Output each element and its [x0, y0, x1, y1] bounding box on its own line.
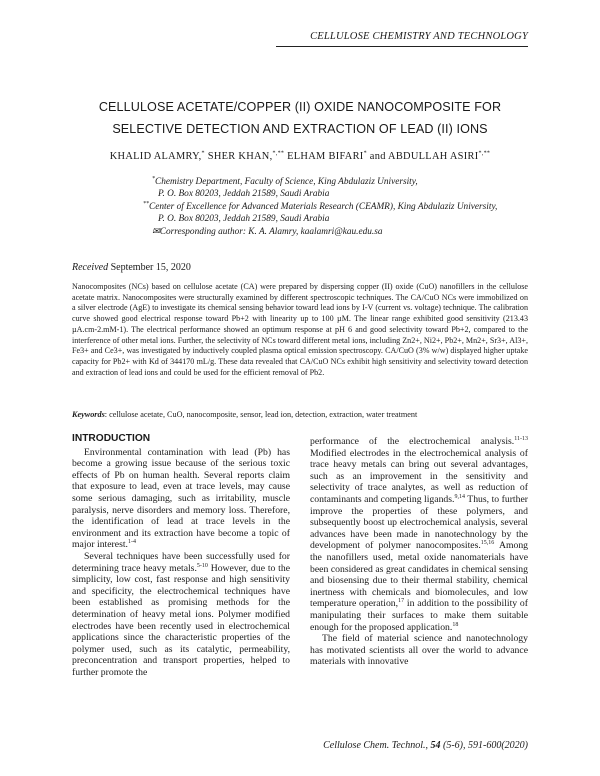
footer-issue-pages: (5-6), 591-600(2020): [443, 740, 528, 751]
title-line-2: SELECTIVE DETECTION AND EXTRACTION OF LEAD (II) IONS: [112, 122, 488, 136]
intro-paragraph-continued: performance of the electrochemical analysis.$^{11-13}$ Modified electrodes in the electrochemical analysis of trace heavy metals can bring out several advantages, such as an improvement in the sensitivity and selectivity of trace analytes, as well as reduction of contaminants and competing ligands.$^{9,14}$ Thus, to further improve the properties of these polymers, and subsequently boost up electrochemical analysis, several advances have been made in nanotechnology by the development of polymer nanocomposites.$^{15,16}$ Among the nanofillers used, metal oxide nanomaterials have been considered as great candidates in chemical sensing and biosensing due to their thermal stability, chemical inertness with chemicals and biomolecules, and low temperature operation,$^{17}$ in addition to the possibility of manipulating their surfaces to make them suitable enough for the proposed application.$^{18}$: [310, 435, 529, 633]
affiliation-2-line-2: P. O. Box 80203, Jeddah 21589, Saudi Arabia: [158, 214, 330, 225]
footer-journal: Cellulose Chem. Technol.,: [323, 740, 429, 751]
body-column-right: [310, 436, 528, 668]
keywords: [72, 410, 528, 419]
intro-paragraph-2: Several techniques have been successfully used for determining trace heavy metals.$^{5-10}$ However, due to the simplicity, low cost, fast response and high sensitivity and specificity, the electrochemical techniques have been established as promising methods for the determination of heavy metal ions. Polymer modified electrodes have been recently used in electrochemical applications since the characteristic properties of the polymer used, such as its catalytic, permeability, preconcentration and transport properties, helped to further promote the: [72, 550, 291, 678]
author-2-mark: *,**: [272, 150, 285, 157]
author-4: ABDULLAH ASIRI: [388, 151, 479, 162]
abstract: Nanocomposites (NCs) based on cellulose acetate (CA) were prepared by dispersing copper (II) oxide (CuO) nanofillers in the cellulose acetate matrix. Nanocomposites were structurally examined by different spectroscopic techniques. The CA/CuO NCs were immobilized on a silver electrode (AgE) to investigate its chemical sensing behavior toward lead ions by I-V (current vs. voltage) technique. The calibration curve showed good electrical response toward Pb+2 with linearity up to 100 µM. The linear range exhibited good sensitivity (213.43 µA.cm-2.mM-1). The electrical performance showed an optimum response at pH 6 and good selectivity toward Pb+2, compared to the interference of other metal ions. Further, the selectivity of NCs toward different metal ions, including Zn2+, Ni2+, Pb2+, Mn2+, Sr3+, Al3+, Fe3+ and Ce3+, was investigated by inductively coupled plasma optical emission spectroscopy. CA/CuO (3% w/w) displayed higher uptake capacity for Pb2+ with Kd of 344170 mL/g. These data revealed that CA/CuO NCs exhibit high sensitivity and selectivity toward detection and extraction of lead ions and could be used for the efficient removal of Pb2.: [72, 282, 528, 377]
affiliation-2-mark: **: [143, 200, 149, 207]
author-2: SHER KHAN,: [207, 151, 273, 162]
author-list: [72, 151, 528, 162]
author-3-mark: *: [363, 150, 367, 157]
intro-paragraph-1: Environmental contamination with lead (Pb) has become a growing issue because of the serious toxic effects of Pb on human health. Several reports claim that exposure to lead, even at trace levels, may cause some serious damaging, such as irritability, muscle paralysis, nerve disorders and memory loss. Therefore, the identification of lead at trace levels in the environment and its extraction have become a topic of major interest.$^{1-4}$: [72, 446, 290, 551]
received-label: Received: [72, 262, 109, 273]
received-date: [72, 262, 191, 273]
citation: 11-13: [514, 435, 528, 442]
author-3: ELHAM BIFARI: [287, 151, 364, 162]
section-heading-introduction: INTRODUCTION: [72, 433, 151, 444]
title-line-1: CELLULOSE ACETATE/COPPER (II) OXIDE NANOCOMPOSITE FOR: [98, 100, 502, 114]
journal-header: CELLULOSE CHEMISTRY AND TECHNOLOGY: [310, 31, 528, 42]
citation: 17: [398, 598, 405, 605]
citation: 1-4: [127, 539, 136, 546]
paper-title: [72, 96, 528, 140]
affiliation-1-line-2: P. O. Box 80203, Jeddah 21589, Saudi Arabia: [158, 189, 330, 200]
header-rule: [276, 46, 528, 47]
affiliations: [143, 175, 498, 238]
affiliation-1-mark: *: [152, 175, 155, 182]
affiliation-1-line-1: *Chemistry Department, Faculty of Science, King Abdulaziz University,: [152, 175, 418, 187]
keywords-list: : cellulose acetate, CuO, nanocomposite, sensor, lead ion, detection, extraction, water treatment: [104, 410, 418, 419]
citation: 15,16: [480, 540, 495, 547]
author-4-mark: *,**: [478, 150, 491, 157]
author-1-mark: *: [201, 150, 205, 157]
footer-volume: 54: [430, 740, 441, 751]
author-conjunction: and: [369, 151, 386, 162]
citation: 9,14: [454, 493, 465, 500]
intro-paragraph-3: The field of material science and nanotechnology has motivated scientists all over the world to advance materials with innovative: [310, 633, 528, 668]
received-value: September 15, 2020: [110, 262, 191, 273]
page-footer-citation: [323, 740, 528, 751]
corresponding-author: ✉Corresponding author: K. A. Alamry, kaalamri@kau.edu.sa: [152, 226, 383, 237]
keywords-label: Keywords: [72, 410, 105, 419]
body-column-left: [72, 433, 290, 678]
citation: 5-10: [196, 562, 208, 569]
author-1: KHALID ALAMRY,: [109, 151, 202, 162]
affiliation-2-line-1: **Center of Excellence for Advanced Materials Research (CEAMR), King Abdulaziz University,: [143, 200, 498, 212]
citation: 18: [452, 621, 459, 628]
